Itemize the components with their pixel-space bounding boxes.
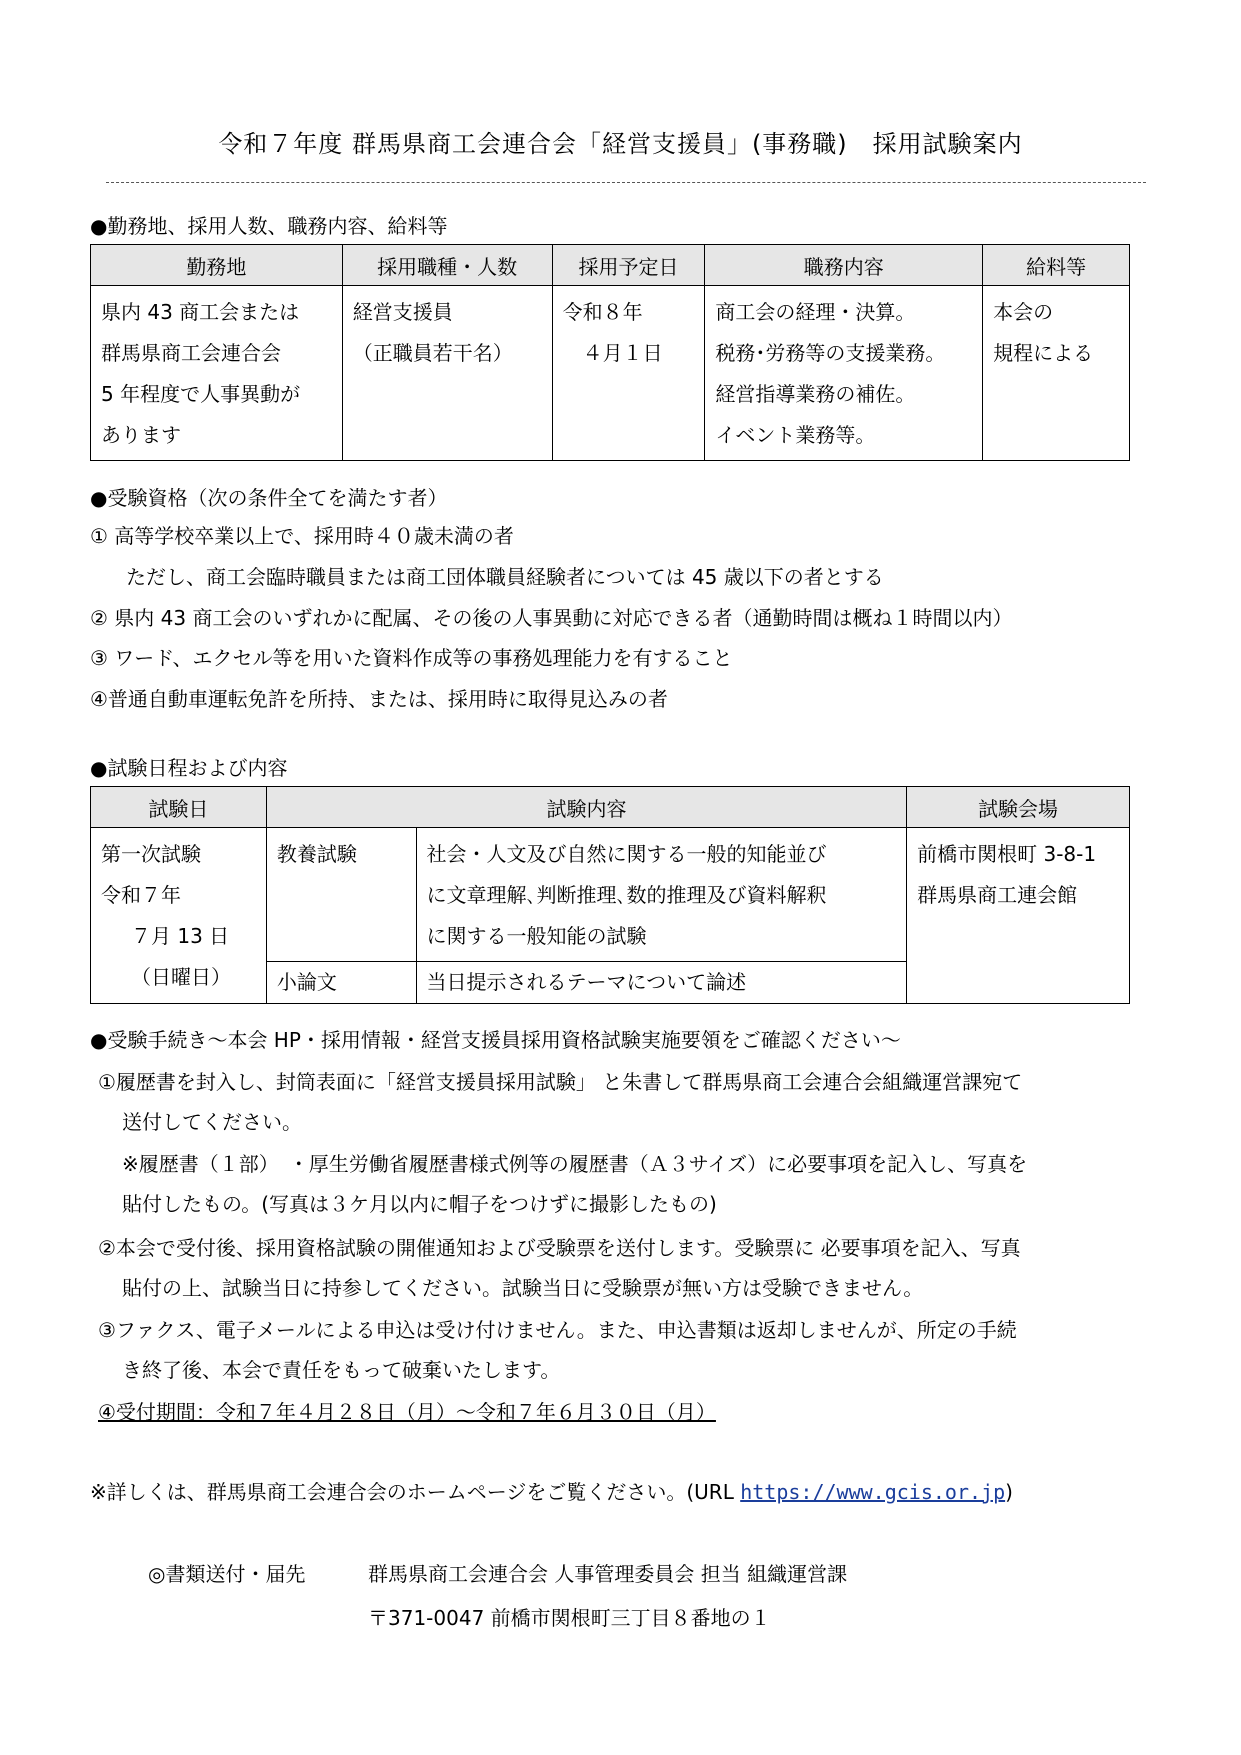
application-period: ④受付期間：令和７年４月２８日（月）～令和７年６月３０日（月） (98, 1400, 716, 1424)
send-to: 群馬県商工会連合会 人事管理委員会 担当 組織運営課 (368, 1562, 848, 1586)
table-row (91, 828, 1130, 962)
qualification-item: ① 高等学校卒業以上で、採用時４０歳未満の者 (90, 524, 514, 548)
schedule-table (90, 786, 1130, 1004)
mailing-address: 〒371-0047 前橋市関根町三丁目８番地の１ (368, 1606, 771, 1630)
procedure-line: ①履歴書を封入し、封筒表面に「経営支援員採用試験」 と朱書して群馬県商工会連合会組織運営課宛て (98, 1070, 1023, 1094)
cell-date: 令和８年 ４月１日 (552, 286, 705, 461)
table-row (91, 286, 1130, 461)
col-header-venue: 試験会場 (907, 787, 1130, 828)
procedure-line: 貼付の上、試験当日に持参してください。試験当日に受験票が無い方は受験できません。 (122, 1276, 924, 1300)
col-header-exam-content: 試験内容 (266, 787, 906, 828)
dashed-divider (106, 182, 1146, 183)
qualification-note: ただし、商工会臨時職員または商工団体職員経験者については 45 歳以下の者とする (126, 565, 884, 589)
procedure-line: 貼付したもの。(写真は３ケ月以内に帽子をつけずに撮影したもの) (122, 1192, 717, 1216)
cell-location: 県内 43 商工会または 群馬県商工会連合会 5 年程度で人事異動が あります (91, 286, 343, 461)
col-header-job: 採用職種・人数 (342, 245, 552, 286)
cell-subject-essay: 小論文 (266, 962, 416, 1004)
table-header-row (91, 787, 1130, 828)
cell-content-general: 社会・人文及び自然に関する一般的知能並び に文章理解､判断推理､数的推理及び資料解釈 に関する一般知能の試験 (416, 828, 907, 962)
qualification-item: ② 県内 43 商工会のいずれかに配属、その後の人事異動に対応できる者（通勤時間は概ね１時間以内） (90, 606, 1013, 630)
cell-content-essay: 当日提示されるテーマについて論述 (416, 962, 907, 1004)
procedure-line: 送付してください。 (122, 1110, 302, 1134)
qualification-item: ③ ワード、エクセル等を用いた資料作成等の事務処理能力を有すること (90, 646, 733, 670)
cell-duties: 商工会の経理・決算。 税務･労務等の支援業務。 経営指導業務の補佐。 イベント業務等。 (705, 286, 983, 461)
col-header-date: 採用予定日 (552, 245, 705, 286)
col-header-duties: 職務内容 (705, 245, 983, 286)
qualification-item: ④普通自動車運転免許を所持、または、採用時に取得見込みの者 (90, 687, 668, 711)
table-header-row (91, 245, 1130, 286)
col-header-salary: 給料等 (983, 245, 1130, 286)
cell-venue: 前橋市関根町 3-8-1 群馬県商工連会館 (907, 828, 1130, 1004)
procedure-line: ②本会で受付後、採用資格試験の開催通知および受験票を送付します。受験票に 必要事項を記入、写真 (98, 1236, 1021, 1260)
cell-salary: 本会の 規程による (983, 286, 1130, 461)
col-header-exam-date: 試験日 (91, 787, 267, 828)
procedure-line: ※履歴書（１部） ・厚生労働省履歴書様式例等の履歴書（Ａ３サイズ）に必要事項を記入し、写真を (122, 1152, 1028, 1176)
details-note: ※詳しくは、群馬県商工会連合会のホームページをご覧ください。(URL https://www.gcis.or.jp) (90, 1480, 1013, 1504)
procedure-line: ③ファクス、電子メールによる申込は受け付けません。また、申込書類は返却しませんが、所定の手続 (98, 1318, 1017, 1342)
section-heading-schedule: ●試験日程および内容 (90, 756, 288, 780)
cell-exam-date: 第一次試験 令和７年 ７月 13 日 （日曜日） (91, 828, 267, 1004)
send-label: ◎書類送付・届先 (148, 1562, 306, 1586)
cell-subject-general: 教養試験 (266, 828, 416, 962)
section-heading-procedure: ●受験手続き～本会 HP・採用情報・経営支援員採用資格試験実施要領をご確認ください～ (90, 1028, 901, 1052)
col-header-location: 勤務地 (91, 245, 343, 286)
page-title: 令和７年度 群馬県商工会連合会「経営支援員」(事務職) 採用試験案内 (218, 130, 1023, 158)
section-heading-qualifications: ●受験資格（次の条件全てを満たす者） (90, 486, 448, 510)
cell-job: 経営支援員 （正職員若干名） (342, 286, 552, 461)
procedure-line: き終了後、本会で責任をもって破棄いたします。 (122, 1358, 561, 1382)
section-heading-workplace: ●勤務地、採用人数、職務内容、給料等 (90, 214, 448, 238)
website-link[interactable]: https://www.gcis.or.jp (740, 1480, 1006, 1504)
workplace-table (90, 244, 1130, 461)
